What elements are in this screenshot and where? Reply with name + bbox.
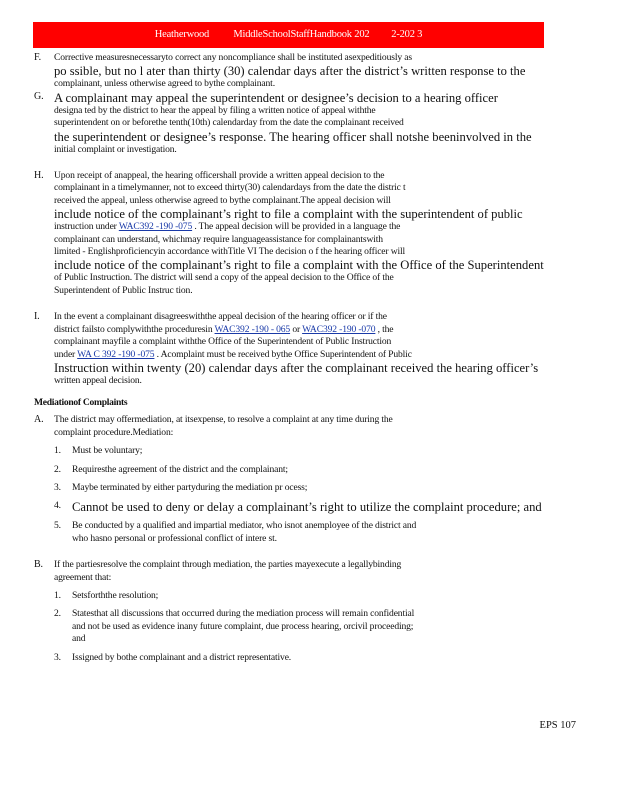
item-g — [34, 91, 568, 156]
item-label: A. — [34, 414, 44, 426]
text-line: include notice of the complainant’s right to file a complaint with the superintendent of public — [54, 207, 523, 222]
text-line: the superintendent or designee’s response. The hearing officer shall notshe beeninvolved in the — [54, 129, 532, 144]
list-item: 3. Maybe terminated by either partyduring the mediation pr ocess; — [54, 481, 308, 493]
text-line: under WA C 392 -190 -075 . Acomplaint must be received bythe Office Superintendent of Public — [54, 348, 412, 360]
header-handbook-title: MiddleSchoolStaffHandbook 202 — [233, 29, 370, 40]
wac-link[interactable]: WAC392 -190 -070 — [302, 323, 376, 335]
item-label: G. — [34, 90, 44, 102]
text-line: complaint procedure.Mediation: — [54, 426, 174, 438]
wac-link[interactable]: WAC392 -190 - 065 — [214, 323, 291, 335]
text-line: superintendent on or beforethe tenth(10th) calendarday from the date the complainant received — [54, 117, 404, 129]
list-item: 5. Be conducted by a qualified and impartial mediator, who isnot anemployee of the district and who hasno personal or professional conflict of intere st. — [54, 520, 417, 544]
text-line: po ssible, but no l ater than thirty (30) calendar days after the district’s written response to the — [54, 64, 526, 79]
item-b — [34, 559, 568, 584]
item-i — [34, 311, 568, 387]
text-line: instruction under WAC392 -190 -075 . The appeal decision will be provided in a language the — [54, 221, 401, 233]
item-h — [34, 170, 568, 297]
page-header-banner — [33, 22, 544, 48]
list-item: 4. Cannot be used to deny or delay a complainant’s right to utilize the complaint procedure; and — [54, 500, 542, 515]
list-item: 1. Must be voluntary; — [54, 445, 143, 457]
item-label: F. — [34, 52, 41, 63]
list-item: 2. Statesthat all discussions that occurred during the mediation process will remain confidential and not be used as evidence inany future complaint, due process hearing, orcivil proceeding; and — [54, 608, 415, 645]
section-heading-mediation: Mediationof Complaints — [34, 397, 128, 409]
header-school-name: Heatherwood — [154, 29, 210, 40]
document-body — [34, 52, 568, 664]
text-line: district failsto complywiththe proceduresin WAC392 -190 - 065 or WAC392 -190 -070 , the — [54, 323, 394, 335]
item-a — [34, 414, 568, 439]
text-line: complainant mayfile a complaint withthe Office of the Superintendent of Public Instruction — [54, 336, 392, 348]
item-f — [34, 52, 568, 91]
page-number: EPS 107 — [539, 720, 576, 731]
item-label: B. — [34, 559, 43, 571]
text-line: designa ted by the district to hear the appeal by filing a written notice of appeal withthe — [54, 104, 376, 116]
text-line: include notice of the complainant’s right to file a complaint with the Office of the Superintendent — [54, 258, 544, 273]
text-line: initial complaint or investigation. — [54, 143, 177, 155]
text-line: agreement that: — [54, 571, 112, 583]
text-line: In the event a complainant disagreeswiththe appeal decision of the hearing officer or if the — [54, 311, 387, 323]
text-line: Corrective measuresnecessaryto correct any noncompliance shall be instituted asexpeditiously as — [54, 52, 412, 63]
list-item: 1. Setsforththe resolution; — [54, 589, 159, 601]
text-line: Instruction within twenty (20) calendar days after the complainant received the hearing officer’s — [54, 360, 539, 375]
text-line: Superintendent of Public Instruc tion. — [54, 284, 193, 296]
list-item: 3. Issigned by bothe complainant and a district representative. — [54, 651, 292, 663]
wac-link[interactable]: WA C 392 -190 -075 — [77, 348, 155, 360]
header-year: 2-202 3 — [391, 29, 423, 40]
text-line: complainant in a timelymanner, not to exceed thirty(30) calendardays from the date the distric t — [54, 182, 406, 194]
text-line: complainant can understand, whichmay require languageassistance for complainantswith — [54, 233, 383, 245]
text-line: limited - Englishproficiencyin accordance withTitle VI The decision o f the hearing officer will — [54, 246, 406, 258]
item-label: I. — [34, 311, 40, 323]
list-item: 2. Requiresthe agreement of the district and the complainant; — [54, 463, 288, 475]
text-line: written appeal decision. — [54, 374, 142, 386]
text-line: complainant, unless otherwise agreed to bythe complainant. — [54, 78, 275, 90]
text-line: If the partiesresolve the complaint through mediation, the parties mayexecute a legallybinding — [54, 559, 402, 571]
text-line: A complainant may appeal the superintendent or designee’s decision to a hearing officer — [54, 90, 498, 105]
text-line: Upon receipt of anappeal, the hearing officershall provide a written appeal decision to the — [54, 170, 385, 182]
wac-link[interactable]: WAC392 -190 -075 — [118, 221, 193, 233]
text-line: of Public Instruction. The district will send a copy of the appeal decision to the Office of the — [54, 272, 394, 284]
item-label: H. — [34, 170, 44, 182]
text-line: received the appeal, unless otherwise agreed to bythe complainant.The appeal decision will — [54, 194, 391, 206]
text-line: The district may offermediation, at itsexpense, to resolve a complaint at any time during the — [54, 414, 393, 426]
